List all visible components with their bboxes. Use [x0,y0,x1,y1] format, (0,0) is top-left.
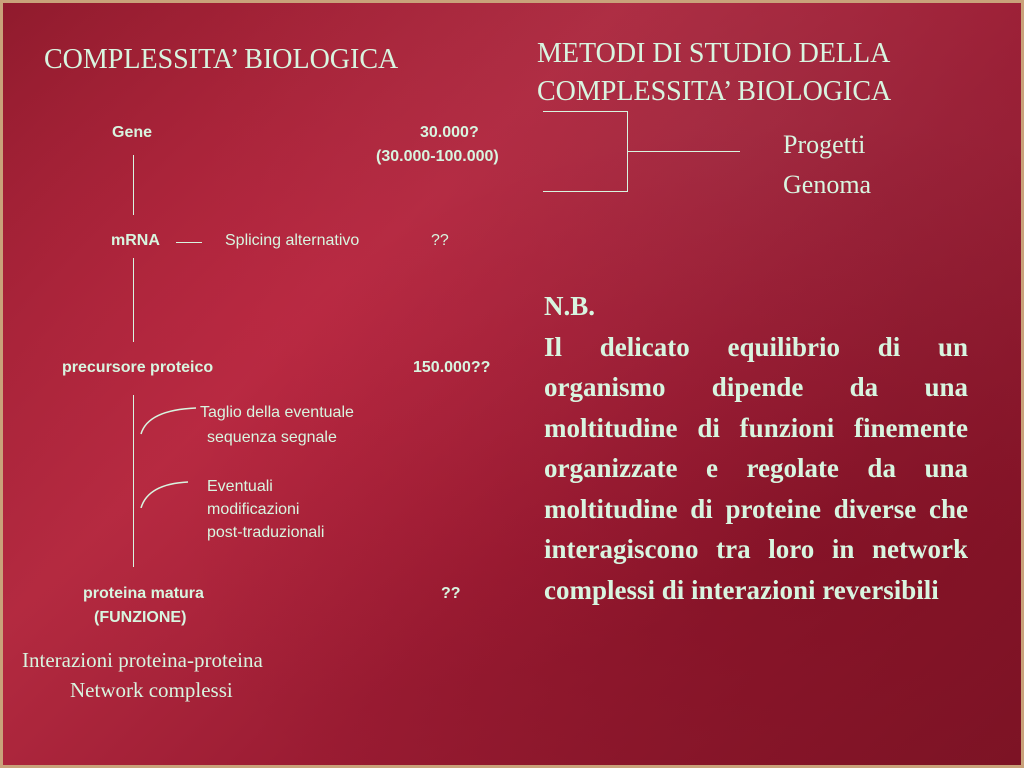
modifications-line-1: Eventuali [207,478,273,495]
mrna-label: mRNA [111,232,160,249]
gene-range: (30.000-100.000) [376,148,499,165]
projects-line-1: Progetti [783,130,866,159]
arc-modifications [141,482,188,508]
interactions-label: Interazioni proteina-proteina [22,648,263,672]
nb-note [544,286,968,610]
left-title: COMPLESSITA’ BIOLOGICA [44,44,399,75]
right-title-line-1: METODI DI STUDIO DELLA [537,38,891,69]
taglio-line-1: Taglio della eventuale [200,404,354,421]
modifications-line-3: post-traduzionali [207,524,325,541]
arc-taglio [141,408,196,434]
gene-label: Gene [112,124,153,141]
nb-text: Il delicato equilibrio di un organismo dipende da una moltitudine di funzioni finemente organizzate e regolate da una moltitudine di proteine diverse che interagiscono tra loro in network complessi di interazioni reversibili [544,331,968,605]
nb-heading: N.B. [544,291,596,321]
modifications-line-2: modificazioni [207,501,300,518]
right-title-line-2: COMPLESSITA’ BIOLOGICA [537,76,892,107]
taglio-line-2: sequenza segnale [207,429,337,446]
connector-mrna-precursor [133,258,134,342]
projects-line-2: Genoma [783,170,872,199]
bracket-top [543,111,628,112]
bracket-arcs [138,398,208,508]
bracket-bottom [543,191,628,192]
mature-protein-label: proteina matura [83,585,204,602]
bracket-arm [628,151,740,152]
connector-precursor-mature [133,395,134,567]
mature-count: ?? [441,585,461,602]
networks-label: Network complessi [70,678,233,702]
connector-mrna-splicing [176,242,202,243]
connector-gene-mrna [133,155,134,215]
gene-count: 30.000? [420,124,479,141]
splicing-label: Splicing alternativo [225,232,360,249]
precursor-count: 150.000?? [413,359,491,376]
precursor-label: precursore proteico [62,359,214,376]
function-label: (FUNZIONE) [94,609,187,626]
splicing-count: ?? [431,232,449,249]
